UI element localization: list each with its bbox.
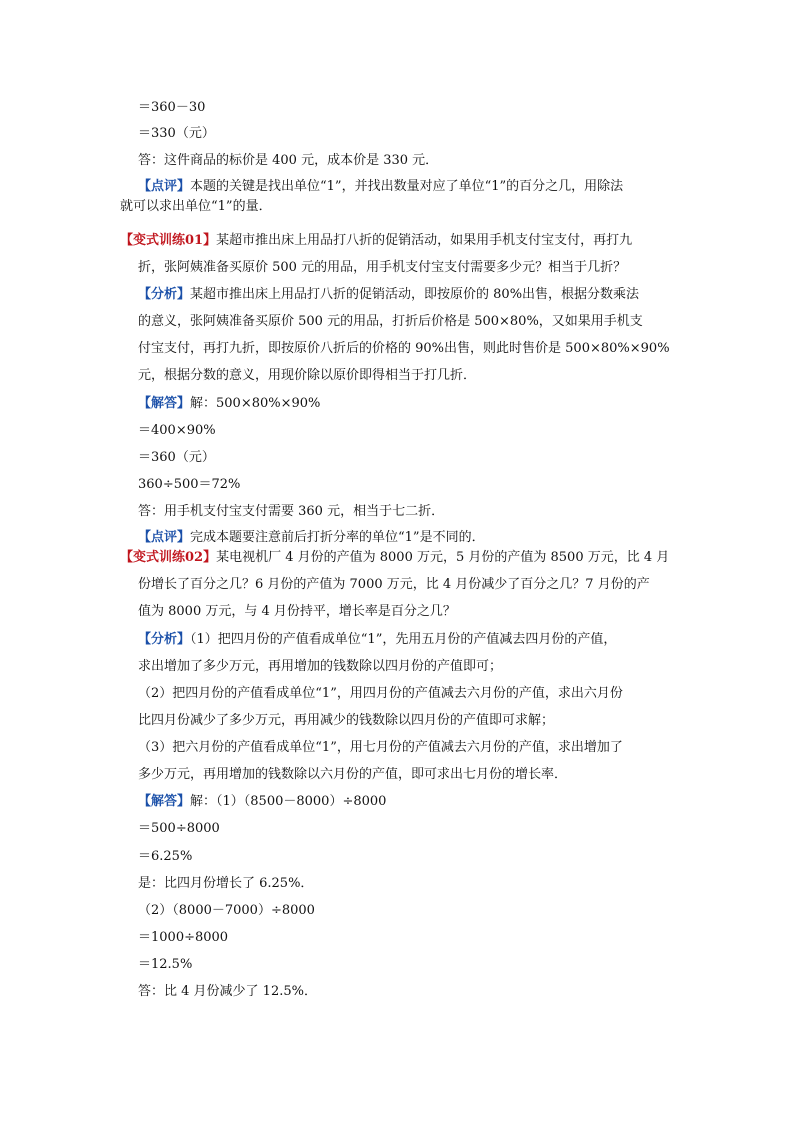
analysis-text: （1）把四月份的产值看成单位“1”，先用五月份的产值减去四月份的产值， <box>190 632 617 647</box>
calc-line: ＝360（元） <box>138 450 215 465</box>
review-text: 本题的关键是找出单位“1”，并找出数量对应了单位“1”的百分之几，用除法 <box>190 179 624 194</box>
calc-line: ＝360－30 <box>138 100 206 115</box>
review-tag: 【点评】 <box>138 530 191 545</box>
calc-line: ＝500÷8000 <box>138 821 220 836</box>
review-line <box>138 529 485 547</box>
review-line-cont: 就可以求出单位“1”的量． <box>120 199 272 214</box>
analysis-text: 某超市推出床上用品打八折的促销活动，即按原价的 80%出售，根据分数乘法 <box>190 287 640 302</box>
calc-line: ＝12.5% <box>138 957 193 972</box>
analysis-line-cont: 的意义，张阿姨准备买原价 500 元的用品，打折后价格是 500×80%，又如果用手机支 <box>138 314 643 329</box>
review-text: 完成本题要注意前后打折分率的单位“1”是不同的． <box>190 530 485 545</box>
review-tag: 【点评】 <box>138 179 191 194</box>
analysis-line-cont: 付宝支付，再打九折，即按原价八折后的价格的 90%出售，则此时售价是 500×80%×90% <box>138 341 670 356</box>
calc-line: 是：比四月份增长了 6.25%． <box>138 876 314 891</box>
calc-line: ＝1000÷8000 <box>138 930 229 945</box>
answer-line: 答：比 4 月份减少了 12.5%． <box>138 984 317 999</box>
solution-line <box>138 793 386 811</box>
variant1-tag: 【变式训练01】 <box>120 233 217 248</box>
analysis-line <box>138 631 616 649</box>
analysis-line-cont: 元，根据分数的意义，用现价除以原价即得相当于打几折． <box>138 368 477 383</box>
answer-line: 答：用手机支付宝支付需要 360 元，相当于七二折． <box>138 504 445 519</box>
analysis-line-cont: （2）把四月份的产值看成单位“1”，用四月份的产值减去六月份的产值，求出六月份 <box>138 686 623 701</box>
answer-line: 答：这件商品的标价是 400 元，成本价是 330 元． <box>138 153 439 168</box>
variant2-question-cont: 份增长了百分之几？6 月份的产值为 7000 万元，比 4 月份减少了百分之几？7 月份的产 <box>138 577 650 592</box>
variant2-question <box>120 549 669 567</box>
variant1-question-cont: 折，张阿姨准备买原价 500 元的用品，用手机支付宝支付需要多少元？相当于几折？ <box>138 260 627 275</box>
calc-line: ＝400×90% <box>138 423 216 438</box>
solution-tag: 【解答】 <box>138 794 191 809</box>
calc-line: ＝330（元） <box>138 126 215 141</box>
solution-line <box>138 395 320 413</box>
calc-line: （2）（8000－7000）÷8000 <box>138 903 315 918</box>
variant2-question-cont: 值为 8000 万元，与 4 月份持平，增长率是百分之几？ <box>138 604 456 619</box>
calc-line: ＝6.25% <box>138 849 193 864</box>
analysis-line-cont: 求出增加了多少万元，再用增加的钱数除以四月份的产值即可； <box>138 659 503 674</box>
analysis-line-cont: 多少万元，再用增加的钱数除以六月份的产值，即可求出七月份的增长率． <box>138 767 568 782</box>
analysis-line-cont: 比四月份减少了多少万元，再用减少的钱数除以四月份的产值即可求解； <box>138 713 555 728</box>
calc-line: 360÷500＝72% <box>138 477 241 492</box>
solution-tag: 【解答】 <box>138 396 191 411</box>
analysis-tag: 【分析】 <box>138 632 191 647</box>
solution-text: 解：500×80%×90% <box>190 396 321 411</box>
variant1-question-text: 某超市推出床上用品打八折的促销活动，如果用手机支付宝支付，再打九 <box>216 233 633 248</box>
variant2-question-text: 某电视机厂 4 月份的产值为 8000 万元，5 月份的产值为 8500 万元，比 4 月 <box>216 550 670 565</box>
variant1-question <box>120 232 632 250</box>
analysis-tag: 【分析】 <box>138 287 191 302</box>
variant2-tag: 【变式训练02】 <box>120 550 217 565</box>
analysis-line <box>138 286 639 304</box>
review-line <box>138 178 623 196</box>
solution-text: 解：（1）（8500－8000）÷8000 <box>190 794 387 809</box>
analysis-line-cont: （3）把六月份的产值看成单位“1”，用七月份的产值减去六月份的产值，求出增加了 <box>138 740 623 755</box>
